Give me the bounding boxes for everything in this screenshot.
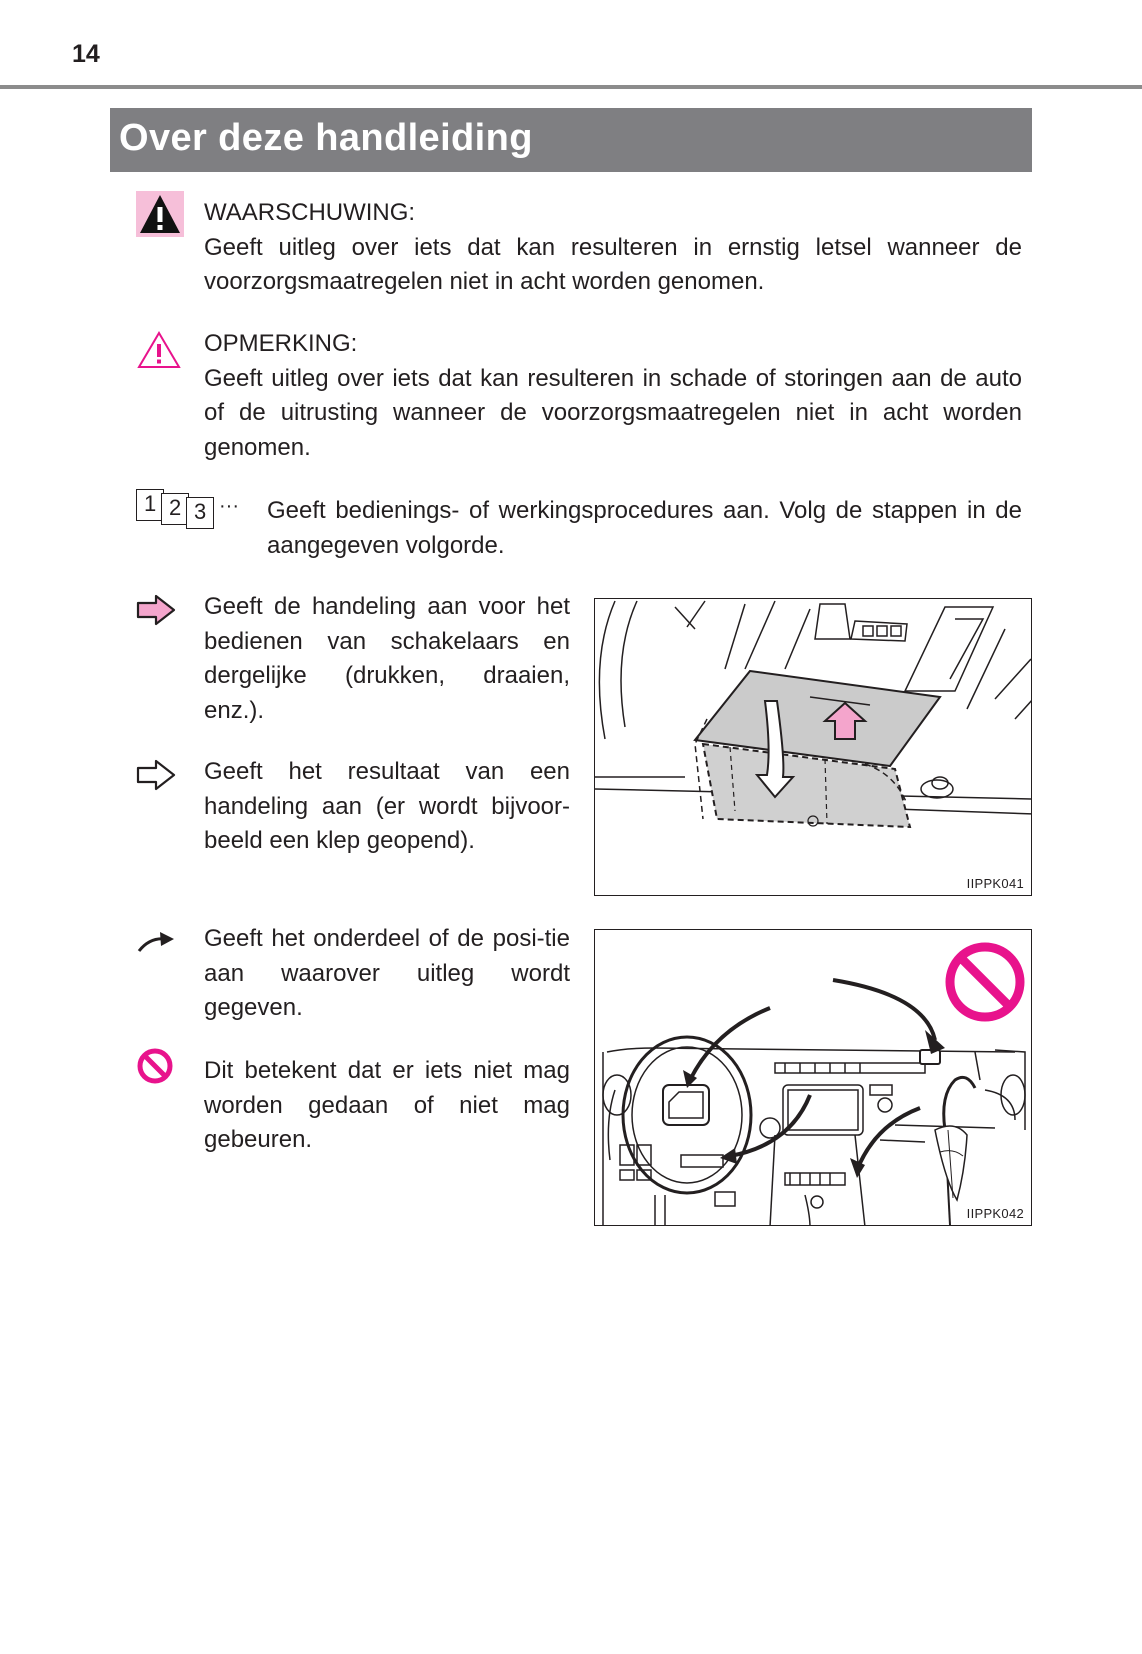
figure-overhead-console bbox=[594, 598, 1032, 896]
warning-icon bbox=[136, 191, 184, 242]
pointer-arrow-icon bbox=[136, 929, 176, 962]
action-arrow-text: Geeft de handeling aan voor het bedienen van schakelaars en dergelijke (drukken, draaien, enz.). bbox=[204, 593, 570, 724]
warning-label: WAARSCHUWING: bbox=[204, 199, 416, 226]
header-rule bbox=[0, 85, 1142, 89]
overhead-console-illustration bbox=[595, 599, 1032, 896]
notice-label: OPMERKING: bbox=[204, 330, 358, 357]
page-number: 14 bbox=[72, 40, 100, 68]
step-digit-2: 2 bbox=[169, 495, 182, 520]
notice-text: Geeft uitleg over iets dat kan resulteren in schade of storingen aan de auto of de uitrusting wanneer de voorzorgsmaatregelen niet in acht worden genomen. bbox=[204, 364, 1022, 461]
section-title-bar bbox=[110, 108, 1032, 172]
figure-code-1: IIPPK041 bbox=[966, 876, 1024, 891]
warning-block bbox=[204, 196, 1022, 300]
section-title: Over deze handleiding bbox=[119, 117, 533, 159]
result-arrow-icon bbox=[136, 758, 176, 797]
step-digit-3: 3 bbox=[194, 499, 207, 524]
pointer-arrow-text: Geeft het onderdeel of de posi-tie aan waarover uitleg wordt gegeven. bbox=[204, 925, 570, 1021]
action-arrow-icon bbox=[136, 593, 176, 632]
steps-text: Geeft bedienings- of werkingsprocedures aan. Volg de stappen in de aangegeven volgorde. bbox=[267, 497, 1022, 559]
figure-dashboard bbox=[594, 929, 1032, 1226]
dashboard-illustration bbox=[595, 930, 1032, 1226]
result-arrow-text: Geeft het resultaat van een handeling aan (er wordt bijvoor-beeld een klep geopend). bbox=[204, 758, 570, 854]
steps-icon bbox=[136, 489, 254, 529]
figure-code-2: IIPPK042 bbox=[966, 1206, 1024, 1221]
notice-block bbox=[204, 327, 1022, 465]
caution-icon bbox=[136, 330, 182, 375]
steps-dots: ··· bbox=[219, 495, 239, 517]
prohibited-icon bbox=[136, 1047, 174, 1090]
step-digit-1: 1 bbox=[144, 491, 157, 516]
prohibited-text: Dit betekent dat er iets niet mag worden gedaan of niet mag gebeuren. bbox=[204, 1057, 570, 1153]
warning-text: Geeft uitleg over iets dat kan resulteren in ernstig letsel wanneer de voorzorgsmaatregelen niet in acht worden genomen. bbox=[204, 233, 1022, 295]
